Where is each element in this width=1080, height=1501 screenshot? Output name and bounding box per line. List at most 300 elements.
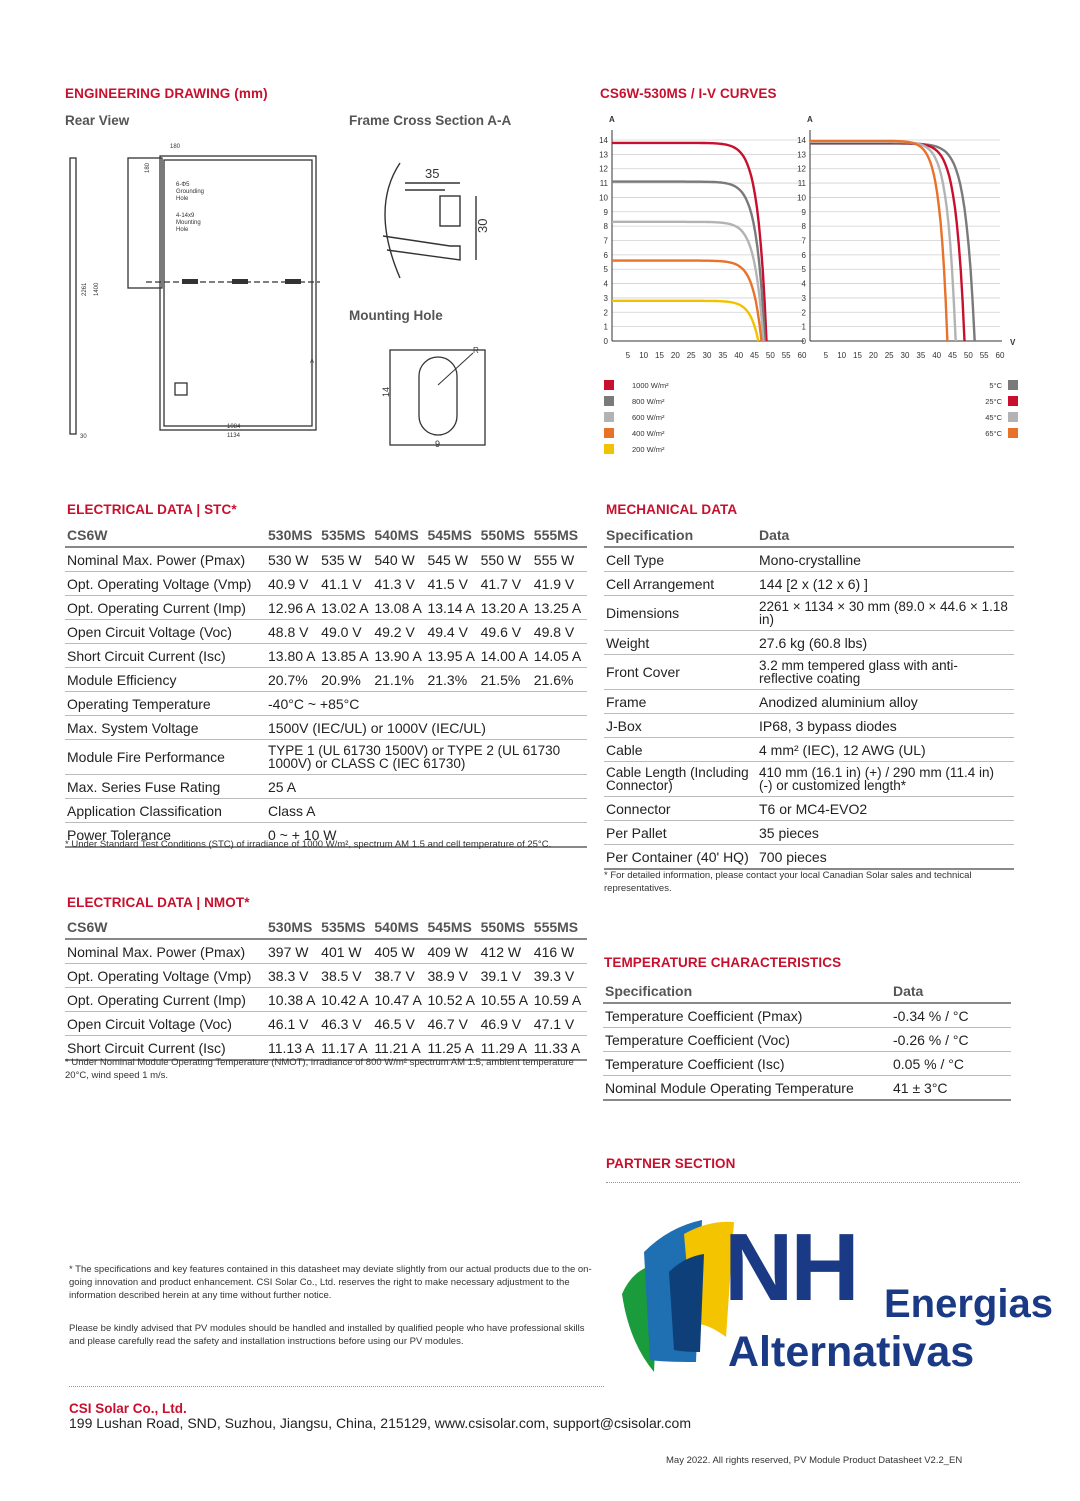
partner-divider [606,1182,1020,1183]
row-value: 1500V (IEC/UL) or 1000V (IEC/UL) [268,716,587,740]
y-tick-label: 12 [599,164,608,174]
y-tick-label: 9 [603,207,608,217]
table-row [603,1003,1011,1028]
row-value: 11.17 A [321,1036,374,1061]
row-value: 550 W [481,547,534,572]
row-value: 2261 × 1134 × 30 mm (89.0 × 44.6 × 1.18 in) [759,596,1014,631]
x-tick-label: 20 [868,351,878,360]
table-header-row [65,523,587,547]
row-value: 39.3 V [534,964,587,988]
row-value: Anodized aluminium alloy [759,690,1014,714]
row-label: Max. Series Fuse Rating [65,775,268,799]
table-row [65,572,587,596]
x-tick-label: 50 [765,351,775,360]
row-label: Open Circuit Voltage (Voc) [65,620,268,644]
row-value: 35 pieces [759,821,1014,845]
table-row [65,964,587,988]
y-tick-label: 13 [797,150,806,160]
row-value: 13.02 A [321,596,374,620]
header-cell: 555MS [534,915,587,939]
row-value: 46.3 V [321,1012,374,1036]
row-label: Opt. Operating Voltage (Vmp) [65,964,268,988]
row-value: 11.33 A [534,1036,587,1061]
row-value: 41.3 V [374,572,427,596]
table-header-row [65,915,587,939]
row-value: 12.96 A [268,596,321,620]
table-row [604,797,1014,821]
dim-9: 9 [435,439,441,449]
table-row [604,596,1014,631]
row-value: 46.9 V [481,1012,534,1036]
y-tick-label: 9 [801,207,806,217]
iv-curves-title: CS6W-530MS / I-V CURVES [600,86,777,101]
irradiance-legend [604,377,704,457]
dim-35: 35 [425,166,440,181]
row-value: 38.9 V [427,964,480,988]
header-cell: 535MS [321,523,374,547]
y-tick-label: 3 [801,293,806,303]
row-value: 49.2 V [374,620,427,644]
row-value: 41.7 V [481,572,534,596]
row-label: Power Tolerance [65,823,268,848]
row-label: Temperature Coefficient (Pmax) [603,1003,893,1028]
frame-cross-section-drawing [365,148,505,283]
row-value: 0 ~ + 10 W [268,823,587,848]
temperature-title: TEMPERATURE CHARACTERISTICS [604,955,842,970]
y-tick-label: 1 [603,322,608,332]
legend-swatch [1008,428,1018,438]
mechanical-table [604,523,1014,870]
row-value: 10.52 A [427,988,480,1012]
mounting-hole-dim-label: 4-14x9 [176,213,195,219]
row-label: Weight [604,631,759,655]
row-value: 41.5 V [427,572,480,596]
row-label: Max. System Voltage [65,716,268,740]
row-label: Open Circuit Voltage (Voc) [65,1012,268,1036]
y-tick-label: 6 [801,250,806,260]
table-row [65,716,587,740]
x-tick-label: 25 [686,351,696,360]
row-value: IP68, 3 bypass diodes [759,714,1014,738]
row-value: 49.0 V [321,620,374,644]
x-tick-label: 30 [702,351,712,360]
nmot-table [65,915,587,1061]
dim-1084: 1084 [227,424,241,430]
row-value: 14.05 A [534,644,587,668]
table-row [604,655,1014,690]
partner-logo-nh: NH [724,1214,857,1321]
header-cell: 545MS [427,915,480,939]
x-tick-label: 15 [853,351,862,360]
footer-rights: May 2022. All rights reserved, PV Module Product Datasheet V2.2_EN [666,1455,963,1466]
grounding-hole-label-2: Grounding [176,189,205,195]
legend-swatch [1008,380,1018,390]
y-tick-label: 6 [603,250,608,260]
row-value: 13.08 A [374,596,427,620]
table-row [604,547,1014,572]
row-value: 25 A [268,775,587,799]
table-row [603,1076,1011,1101]
row-label: Cell Type [604,547,759,572]
partner-logo-energias: Energias [884,1282,1053,1326]
row-value: 535 W [321,547,374,572]
row-value: 49.4 V [427,620,480,644]
temperature-table [603,979,1011,1101]
row-label: Application Classification [65,799,268,823]
x-tick-label: 10 [837,351,847,360]
legend-swatch [604,428,614,438]
legend-swatch [1008,412,1018,422]
row-value: 397 W [268,939,321,964]
row-value: 144 [2 x (12 x 6) ] [759,572,1014,596]
x-tick-label: 50 [963,351,973,360]
y-tick-label: 3 [603,293,608,303]
row-label: Short Circuit Current (Isc) [65,644,268,668]
row-value: 410 mm (16.1 in) (+) / 290 mm (11.4 in) (-) or customized length* [759,762,1014,797]
legend-label: 65°C [985,428,1002,438]
disclaimer-text-2: Please be kindly advised that PV modules should be handled and installed by qualified people who have professional skills and please carefully read the safety and installation instructions before using our PV modules. [69,1323,585,1347]
y-tick-label: 5 [801,265,806,275]
row-label: J-Box [604,714,759,738]
row-value: -40°C ~ +85°C [268,692,587,716]
mounting-hole-dim-label-3: Hole [176,227,189,233]
row-value: 545 W [427,547,480,572]
row-value: TYPE 1 (UL 61730 1500V) or TYPE 2 (UL 61730 1000V) or CLASS C (IEC 61730) [268,740,587,775]
table-row [65,692,587,716]
header-cell: 535MS [321,915,374,939]
row-label: Frame [604,690,759,714]
x-tick-label: 20 [670,351,680,360]
row-value: T6 or MC4-EVO2 [759,797,1014,821]
row-value: 405 W [374,939,427,964]
legend-item [960,377,1018,393]
table-row [65,799,587,823]
y-tick-label: 13 [599,150,608,160]
y-tick-label: 12 [797,164,806,174]
legend-swatch [604,396,614,406]
row-label: Temperature Coefficient (Voc) [603,1028,893,1052]
dim-2261: 2261 [82,282,88,296]
radius-label: R [473,346,479,355]
temperature-legend [960,377,1018,441]
row-value: 46.1 V [268,1012,321,1036]
grounding-hole-label: 6-Φ5 [176,182,190,188]
iv-curve-series [612,143,767,341]
legend-label: 800 W/m² [632,396,665,406]
row-value: 10.47 A [374,988,427,1012]
mounting-hole-label: Mounting Hole [349,308,443,323]
table-row [604,762,1014,797]
header-cell: Data [759,523,1014,547]
row-value: 13.14 A [427,596,480,620]
row-value: 41.1 V [321,572,374,596]
row-label: Nominal Max. Power (Pmax) [65,939,268,964]
axis-unit-v: V [1010,338,1016,347]
y-tick-label: 10 [599,193,608,203]
footer-address: 199 Lushan Road, SND, Suzhou, Jiangsu, China, 215129, www.csisolar.com, support@csisolar.com [69,1415,691,1431]
header-cell: 540MS [374,523,427,547]
legend-item [604,393,704,409]
row-value: 46.7 V [427,1012,480,1036]
row-label: Connector [604,797,759,821]
row-value: 13.20 A [481,596,534,620]
table-row [65,668,587,692]
header-label: CS6W [65,523,268,547]
x-tick-label: 15 [655,351,664,360]
table-row [65,939,587,964]
legend-swatch [1008,396,1018,406]
legend-swatch [604,380,614,390]
rear-view-label: Rear View [65,113,130,128]
mounting-hole-drawing [375,335,495,455]
y-tick-label: 7 [603,236,608,246]
row-label: Short Circuit Current (Isc) [65,1036,268,1061]
header-label: Specification [604,523,759,547]
row-value: 401 W [321,939,374,964]
table-row [65,740,587,775]
y-tick-label: 14 [599,136,608,145]
dim-30-cross: 30 [475,218,490,233]
row-value: -0.34 % / °C [893,1003,1011,1028]
row-value: 39.1 V [481,964,534,988]
header-cell: 540MS [374,915,427,939]
dim-1400: 1400 [94,282,100,296]
x-tick-label: 5 [823,351,829,360]
nmot-title: ELECTRICAL DATA | NMOT* [67,895,250,910]
stc-table [65,523,587,848]
dim-14: 14 [381,386,391,397]
legend-item [604,409,704,425]
table-row [604,714,1014,738]
row-value: 412 W [481,939,534,964]
row-label: Operating Temperature [65,692,268,716]
row-label: Cell Arrangement [604,572,759,596]
row-label: Cable Length (Including Connector) [604,762,759,797]
row-label: Nominal Max. Power (Pmax) [65,547,268,572]
axis-unit-a: A [807,115,813,124]
x-tick-label: 45 [948,351,957,360]
x-tick-label: 35 [718,351,728,360]
legend-item [604,441,704,457]
mechanical-title: MECHANICAL DATA [606,502,738,517]
row-value: 0.05 % / °C [893,1052,1011,1076]
row-value: 11.29 A [481,1036,534,1061]
x-tick-label: 40 [932,351,942,360]
legend-item [960,393,1018,409]
row-value: 21.1% [374,668,427,692]
row-value: 11.21 A [374,1036,427,1061]
y-tick-label: 1 [801,322,806,332]
header-cell: Data [893,979,1011,1003]
row-value: 13.85 A [321,644,374,668]
axis-unit-a: A [609,115,615,124]
row-value: 13.90 A [374,644,427,668]
y-tick-label: 0 [603,337,608,346]
row-value: 700 pieces [759,845,1014,870]
legend-label: 45°C [985,412,1002,422]
y-tick-label: 10 [797,193,806,203]
table-row [603,1052,1011,1076]
row-value: 416 W [534,939,587,964]
row-value: 20.7% [268,668,321,692]
row-label: Module Efficiency [65,668,268,692]
dim-1134: 1134 [227,433,240,439]
legend-label: 25°C [985,396,1002,406]
row-value: 38.3 V [268,964,321,988]
iv-curves-chart [590,108,1020,368]
row-value: 21.3% [427,668,480,692]
stc-title: ELECTRICAL DATA | STC* [67,502,237,517]
y-tick-label: 11 [599,179,608,189]
row-value: 21.5% [481,668,534,692]
row-value: 10.55 A [481,988,534,1012]
partner-section-title: PARTNER SECTION [606,1156,736,1171]
legend-label: 400 W/m² [632,428,665,438]
row-value: 48.8 V [268,620,321,644]
row-value: 40.9 V [268,572,321,596]
row-value: 27.6 kg (60.8 lbs) [759,631,1014,655]
x-tick-label: 60 [995,351,1005,360]
row-label: Opt. Operating Current (Imp) [65,596,268,620]
row-label: Module Fire Performance [65,740,268,775]
legend-label: 1000 W/m² [632,380,669,390]
y-tick-label: 4 [603,279,608,289]
dim-180-top: 180 [170,144,181,150]
row-value: 10.59 A [534,988,587,1012]
engineering-drawing-title: ENGINEERING DRAWING (mm) [65,86,268,101]
table-row [65,596,587,620]
rear-view-drawing [60,138,330,443]
dim-180-side: 180 [145,162,151,173]
table-row [65,644,587,668]
legend-item [960,409,1018,425]
row-value: 530 W [268,547,321,572]
table-row [65,988,587,1012]
table-row [604,821,1014,845]
y-tick-label: 8 [603,222,608,232]
header-cell: 550MS [481,523,534,547]
row-label: Per Pallet [604,821,759,845]
legend-swatch [604,444,614,454]
table-row [65,1012,587,1036]
row-value: 47.1 V [534,1012,587,1036]
row-value: Mono-crystalline [759,547,1014,572]
y-tick-label: 5 [603,265,608,275]
x-tick-label: 25 [884,351,894,360]
header-cell: 530MS [268,915,321,939]
row-label: Opt. Operating Current (Imp) [65,988,268,1012]
table-row [604,631,1014,655]
header-cell: 545MS [427,523,480,547]
row-value: 11.25 A [427,1036,480,1061]
row-value: 41 ± 3°C [893,1076,1011,1101]
footer-divider [69,1386,604,1387]
legend-label: 600 W/m² [632,412,665,422]
row-value: 13.95 A [427,644,480,668]
table-row [65,775,587,799]
frame-cross-section-label: Frame Cross Section A-A [349,113,512,128]
row-value: -0.26 % / °C [893,1028,1011,1052]
y-tick-label: 4 [801,279,806,289]
row-label: Nominal Module Operating Temperature [603,1076,893,1101]
table-row [603,1028,1011,1052]
legend-item [604,425,704,441]
iv-curve-series [810,141,947,341]
table-row [65,547,587,572]
row-label: Front Cover [604,655,759,690]
partner-logo-alternativas: Alternativas [728,1328,975,1376]
x-tick-label: 35 [916,351,926,360]
y-tick-label: 2 [603,308,608,318]
row-value: 555 W [534,547,587,572]
legend-label: 200 W/m² [632,444,665,454]
header-label: Specification [603,979,893,1003]
row-value: 13.80 A [268,644,321,668]
x-tick-label: 10 [639,351,649,360]
x-tick-label: 40 [734,351,744,360]
mounting-hole-dim-label-2: Mounting [176,220,201,226]
row-value: 46.5 V [374,1012,427,1036]
x-tick-label: 5 [625,351,631,360]
table-row [604,690,1014,714]
row-value: Class A [268,799,587,823]
y-tick-label: 2 [801,308,806,318]
header-cell: 530MS [268,523,321,547]
row-label: Cable [604,738,759,762]
iv-curve-series [612,301,758,341]
disclaimer-text: * The specifications and key features contained in this datasheet may deviate slightly from our actual products due to the on-going innovation and product enhancement. CSI Solar Co., Ltd. reserves the right to make necessary adjustment to the information described herein at any time without further notice. [69,1264,592,1301]
y-tick-label: 8 [801,222,806,232]
table-row [65,620,587,644]
x-tick-label: 55 [979,351,989,360]
row-value: 13.25 A [534,596,587,620]
row-value: 3.2 mm tempered glass with anti-reflective coating [759,655,1014,690]
grounding-hole-label-3: Hole [176,196,189,202]
row-value: 20.9% [321,668,374,692]
table-row [604,572,1014,596]
row-value: 38.7 V [374,964,427,988]
row-label: Opt. Operating Voltage (Vmp) [65,572,268,596]
y-tick-label: 14 [797,136,806,145]
row-value: 49.8 V [534,620,587,644]
x-tick-label: 55 [781,351,791,360]
header-label: CS6W [65,915,268,939]
table-header-row [603,979,1011,1003]
table-row [604,845,1014,870]
row-value: 49.6 V [481,620,534,644]
x-tick-label: 30 [900,351,910,360]
section-a-label: A [310,359,315,365]
legend-swatch [604,412,614,422]
table-header-row [604,523,1014,547]
legend-item [960,425,1018,441]
row-label: Dimensions [604,596,759,631]
footer-company: CSI Solar Co., Ltd. [69,1401,187,1416]
header-cell: 555MS [534,523,587,547]
nmot-note: * Under Nominal Module Operating Temperature (NMOT), irradiance of 800 W/m² spectrum AM 1.5, ambient temperature 20°C, wind speed 1 m/s. [65,1057,574,1081]
row-value: 540 W [374,547,427,572]
row-label: Temperature Coefficient (Isc) [603,1052,893,1076]
row-value: 10.38 A [268,988,321,1012]
x-tick-label: 60 [797,351,807,360]
row-value: 38.5 V [321,964,374,988]
x-tick-label: 45 [750,351,759,360]
table-row [604,738,1014,762]
legend-item [604,377,704,393]
row-value: 409 W [427,939,480,964]
row-value: 14.00 A [481,644,534,668]
row-value: 10.42 A [321,988,374,1012]
